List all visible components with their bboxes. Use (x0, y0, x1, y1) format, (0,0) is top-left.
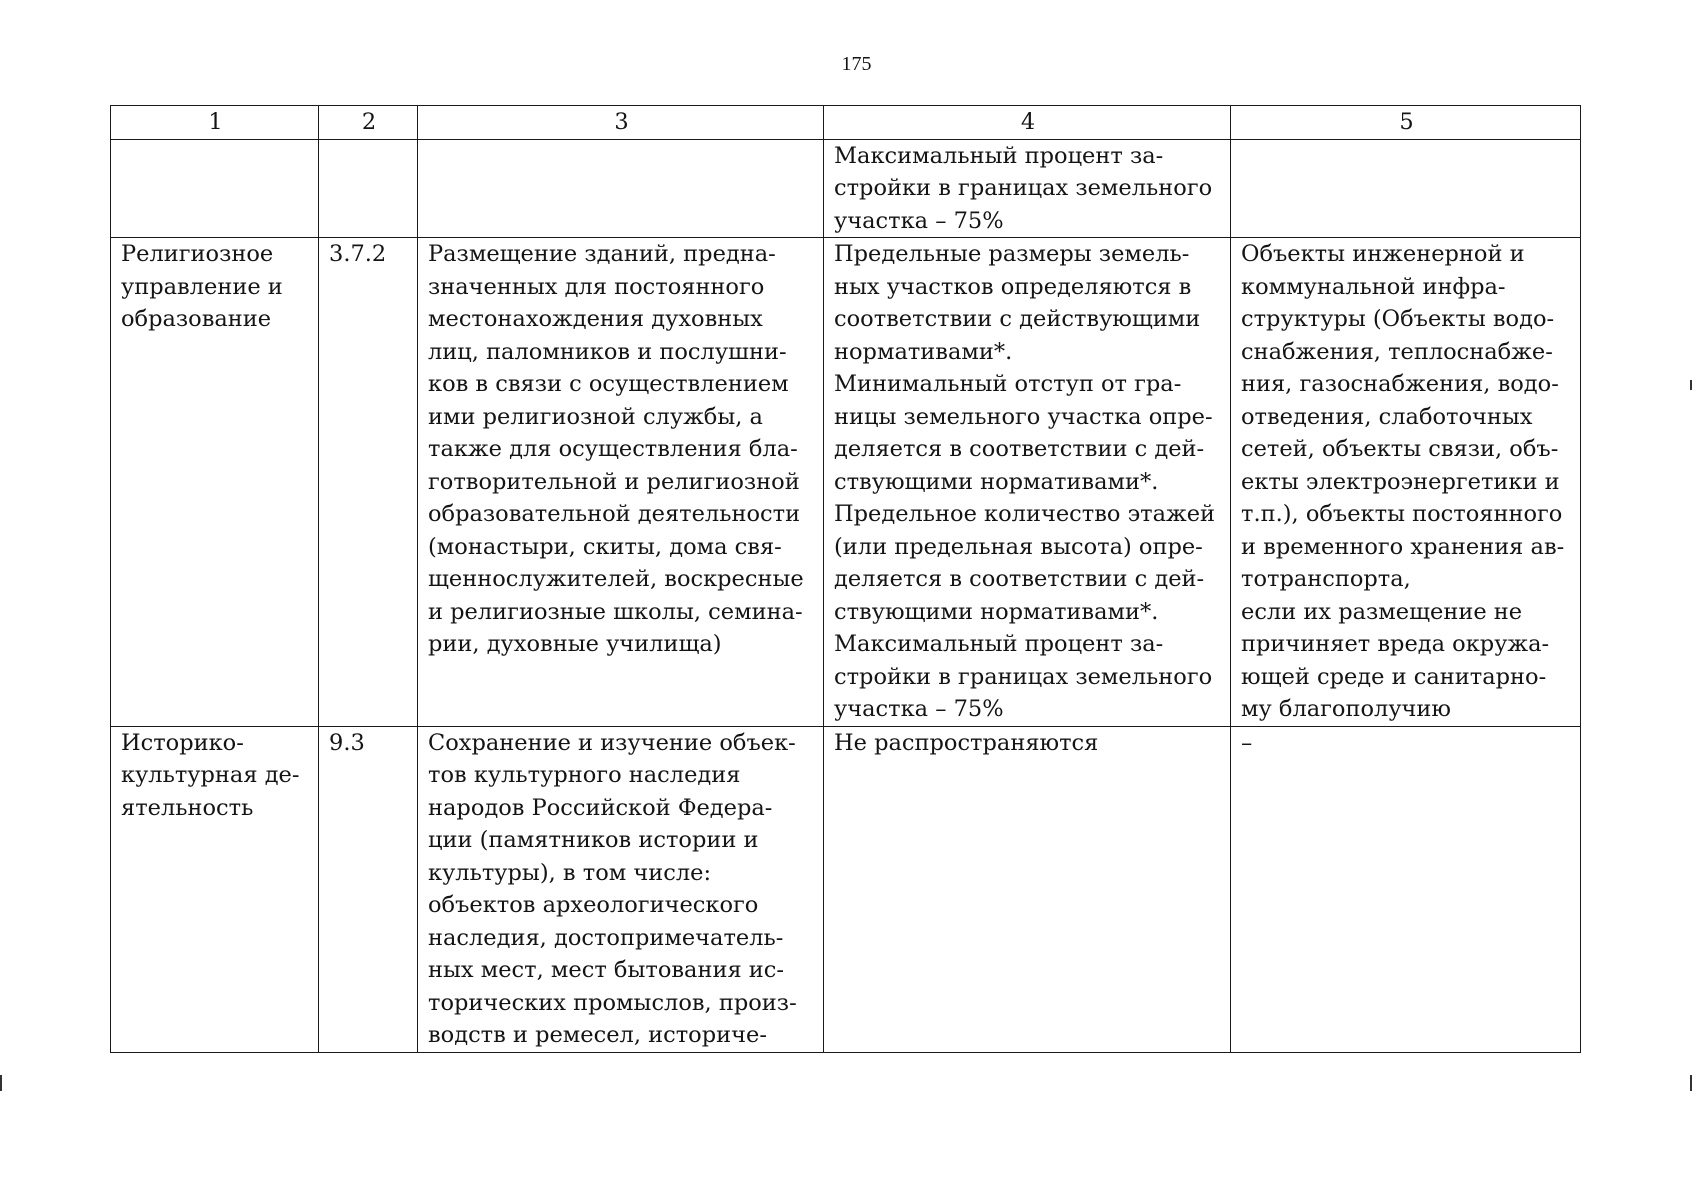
cell-text-line: коммунальной инфра- (1241, 273, 1506, 300)
cell-text-line: образовательной деятельности (428, 501, 801, 527)
cell-text-line: образование (121, 306, 272, 332)
scan-edge-mark (1690, 1075, 1692, 1091)
cell-text-line: тов культурного наследия (428, 762, 741, 788)
cell-text-line: му благополучию (1241, 696, 1452, 722)
cell-text-line: отведения, слаботочных (1241, 403, 1533, 430)
cell-text-line: екты электроэнергетики и (1241, 468, 1560, 495)
table-row (111, 238, 1581, 727)
cell-text-line: деляется в соответствии с дей- (834, 566, 1205, 592)
cell-use-name (111, 238, 319, 727)
cell-auxiliary-uses (1231, 238, 1581, 727)
cell-text-line: соответствии с действующими (834, 306, 1201, 332)
cell-text-line: рии, духовные училища) (428, 631, 722, 657)
cell-text-line: причиняет вреда окружа- (1241, 631, 1550, 657)
cell-text-line: Историко- (121, 729, 244, 756)
cell-text-line: если их размещение не (1241, 598, 1523, 625)
cell-text-line: ствующими нормативами*. (834, 598, 1159, 625)
cell-text-line: Объекты инженерной и (1241, 241, 1525, 267)
cell-text-line: Не распространяются (834, 729, 1099, 756)
cell-text-line: Предельное количество этажей (834, 501, 1216, 527)
cell-text-line: значенных для постоянного (428, 273, 765, 300)
cell-code (319, 238, 418, 727)
header-cell-5: 5 (1231, 106, 1581, 140)
cell-text-line: Максимальный процент за- (834, 142, 1164, 169)
cell-parameters (824, 238, 1231, 727)
cell-text-line: (монастыри, скиты, дома свя- (428, 533, 782, 560)
cell-auxiliary-uses (1231, 139, 1581, 238)
cell-text-line: ющей среде и санитарно- (1241, 663, 1547, 690)
page-number: 175 (841, 53, 872, 75)
cell-text-line: – (1241, 729, 1253, 756)
cell-text-line: Минимальный отступ от гра- (834, 371, 1182, 397)
regulations-table (110, 105, 1581, 1053)
cell-text-line: деляется в соответствии с дей- (834, 436, 1205, 462)
cell-use-name (111, 726, 319, 1052)
cell-text-line: готворительной и религиозной (428, 468, 800, 495)
cell-text-line: и временного хранения ав- (1241, 533, 1565, 560)
header-cell-4: 4 (824, 106, 1231, 140)
cell-text-line: лиц, паломников и послушни- (428, 338, 787, 365)
header-cell-1: 1 (111, 106, 319, 140)
table-header-row (111, 106, 1581, 140)
cell-text-line: народов Российской Федера- (428, 794, 773, 821)
cell-text-line: ния, газоснабжения, водо- (1241, 371, 1559, 397)
cell-text-line: структуры (Объекты водо- (1241, 306, 1555, 332)
cell-description (418, 139, 824, 238)
cell-text-line: ции (памятников истории и (428, 827, 759, 853)
cell-text-line: ятельность (121, 794, 254, 821)
cell-text-line: нормативами*. (834, 338, 1013, 365)
cell-text-line: Религиозное (121, 241, 274, 267)
cell-text-line: культурная де- (121, 762, 300, 788)
cell-description (418, 238, 824, 727)
cell-description (418, 726, 824, 1052)
cell-text-line: ных участков определяются в (834, 273, 1192, 300)
cell-text-line: местонахождения духовных (428, 306, 763, 332)
scan-edge-mark (0, 1075, 2, 1091)
cell-text-line: водств и ремесел, историче- (428, 1022, 767, 1048)
cell-text-line: Максимальный процент за- (834, 631, 1164, 657)
cell-text-line: Размещение зданий, предна- (428, 241, 776, 267)
cell-auxiliary-uses (1231, 726, 1581, 1052)
header-cell-2: 2 (319, 106, 418, 140)
cell-text-line: сетей, объекты связи, объ- (1241, 436, 1559, 462)
cell-text-line: Сохранение и изучение объек- (428, 729, 796, 756)
cell-text-line: стройки в границах земельного (834, 663, 1213, 690)
cell-text-line: 9.3 (329, 729, 365, 756)
header-cell-3: 3 (418, 106, 824, 140)
cell-text-line: и религиозные школы, семина- (428, 598, 803, 625)
cell-text-line: (или предельная высота) опре- (834, 533, 1203, 560)
table-row (111, 726, 1581, 1052)
cell-text-line: управление и (121, 273, 283, 300)
cell-text-line: участка – 75% (834, 207, 1004, 234)
cell-text-line: т.п.), объекты постоянного (1241, 501, 1563, 527)
cell-parameters (824, 726, 1231, 1052)
cell-text-line: участка – 75% (834, 696, 1004, 722)
cell-text-line: ков в связи с осуществлением (428, 371, 789, 397)
cell-text-line: снабжения, теплоснабже- (1241, 338, 1553, 365)
cell-text-line: щеннослужителей, воскресные (428, 566, 804, 592)
cell-text-line: также для осуществления бла- (428, 436, 798, 462)
cell-text-line: ствующими нормативами*. (834, 468, 1159, 495)
cell-code (319, 139, 418, 238)
cell-text-line: тотранспорта, (1241, 566, 1411, 592)
cell-text-line: культуры), в том числе: (428, 859, 712, 886)
cell-text-line: наследия, достопримечатель- (428, 924, 784, 951)
table-row (111, 139, 1581, 238)
cell-text-line: Предельные размеры земель- (834, 241, 1190, 267)
scan-edge-mark (1690, 380, 1692, 390)
cell-parameters (824, 139, 1231, 238)
cell-text-line: объектов археологического (428, 892, 759, 918)
cell-text-line: ими религиозной службы, а (428, 403, 763, 430)
cell-code (319, 726, 418, 1052)
cell-text-line: стройки в границах земельного (834, 175, 1213, 201)
cell-text-line: торических промыслов, произ- (428, 989, 797, 1016)
cell-text-line: ных мест, мест бытования ис- (428, 957, 785, 983)
cell-text-line: ницы земельного участка опре- (834, 403, 1213, 430)
cell-use-name (111, 139, 319, 238)
cell-text-line: 3.7.2 (329, 241, 387, 267)
